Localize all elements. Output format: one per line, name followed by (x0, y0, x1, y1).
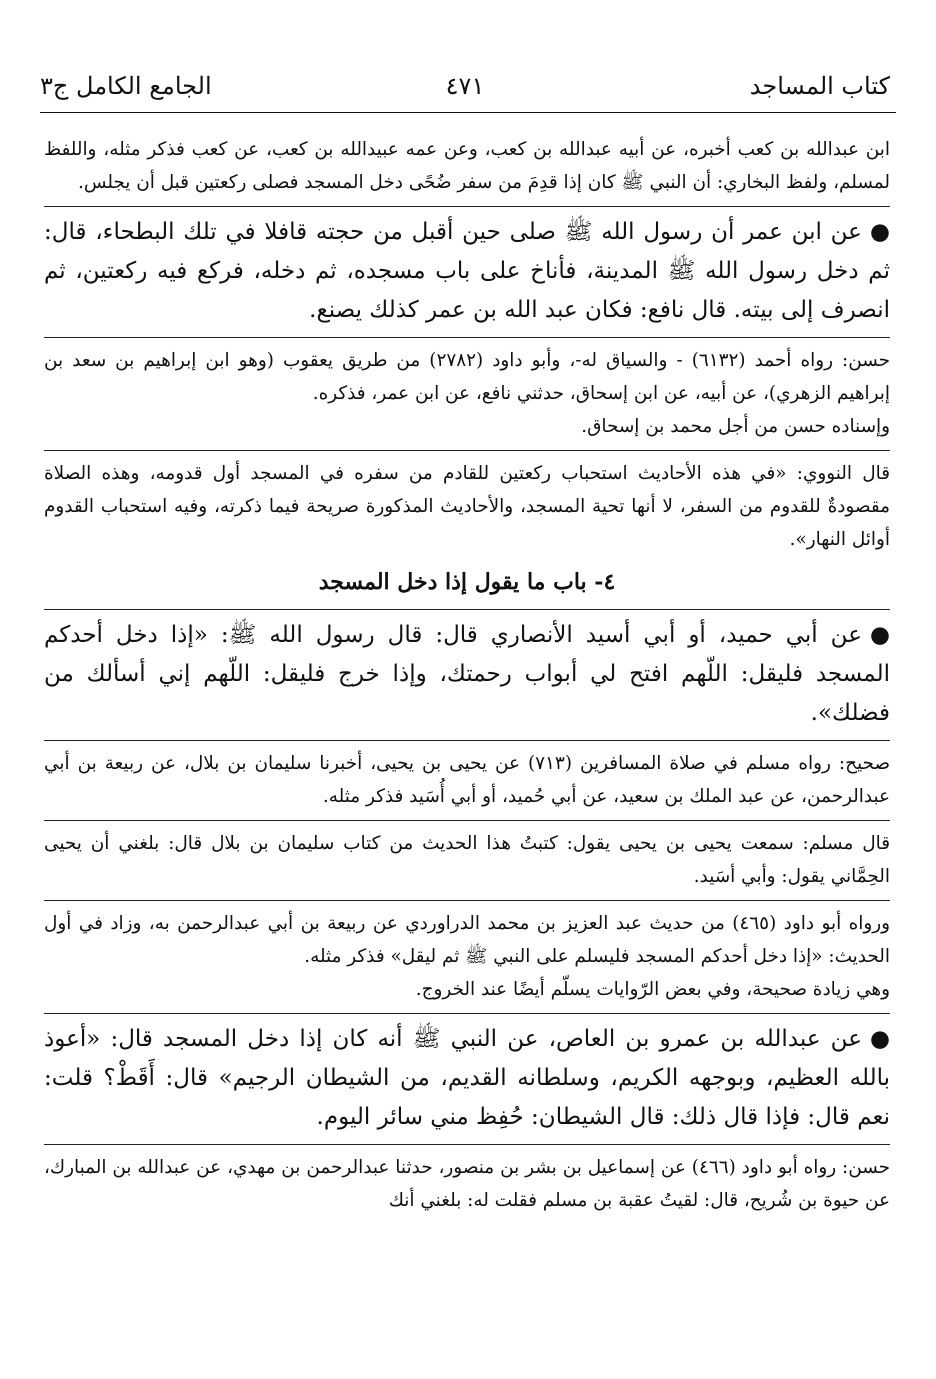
commentary-paragraph: حسن: رواه أحمد (٦١٣٢) - والسياق له-، وأبو داود (٢٧٨٢) من طريق يعقوب (وهو ابن إبراهيم بن سعد بن إبراهيم الزهري)، عن أبيه، عن ابن إسحاق، حدثني نافع، عن ابن عمر، فذكره. (44, 350, 890, 404)
hadith-paragraph (44, 1020, 890, 1137)
section-divider (44, 1144, 890, 1145)
page-number: ٤٧١ (445, 72, 485, 100)
commentary-paragraph: وهي زيادة صحيحة، وفي بعض الرّوايات يسلّم أيضًا عند الخروج. (415, 979, 890, 1000)
page-body (44, 133, 890, 1217)
running-header (40, 66, 890, 106)
hadith-paragraph (44, 213, 890, 330)
section-divider (44, 1013, 890, 1014)
book-section-title: كتاب المساجد (749, 72, 890, 100)
section-divider (44, 609, 890, 610)
section-divider (44, 206, 890, 207)
hadith-text: عن أبي حميد، أو أبي أسيد الأنصاري قال: قال رسول الله ﷺ: «إذا دخل أحدكم المسجد فليقل: اللّهم افتح لي أبواب رحمتك، وإذا خرج فليقل: اللّهم إني أسألك من فضلك». (44, 622, 890, 726)
commentary-paragraph: وإسناده حسن من أجل محمد بن إسحاق. (581, 416, 890, 437)
section-divider (44, 820, 890, 821)
commentary-paragraph: ورواه أبو داود (٤٦٥) من حديث عبد العزيز بن محمد الدراوردي عن ربيعة بن أبي عبدالرحمن به، وزاد في أول الحديث: «إذا دخل أحدكم المسجد فليسلم على النبي ﷺ ثم ليقل» فذكر مثله. (44, 913, 890, 967)
section-divider (44, 337, 890, 338)
bullet-dot-icon: ● (869, 622, 890, 648)
section-divider (44, 740, 890, 741)
chapter-heading: ٤- باب ما يقول إذا دخل المسجد (318, 569, 616, 595)
commentary-paragraph: قال النووي: «في هذه الأحاديث استحباب ركعتين للقادم من سفره في المسجد أول قدومه، وهذه الصلاة مقصودةٌ للقدوم من السفر، لا أنها تحية المسجد، والأحاديث المذكورة صريحة فيما ذكرته، وفيه استحباب القدوم أوائل النهار». (44, 463, 890, 550)
commentary-paragraph: صحيح: رواه مسلم في صلاة المسافرين (٧١٣) عن يحيى بن يحيى، أخبرنا سليمان بن بلال، عن ربيعة بن أبي عبدالرحمن، عن عبد الملك بن سعيد، عن أبي حُميد، أو أبي أُسَيد فذكر مثله. (44, 753, 890, 807)
hadith-text: عن عبدالله بن عمرو بن العاص، عن النبي ﷺ أنه كان إذا دخل المسجد قال: «أعوذ بالله العظيم، وبوجهه الكريم، وسلطانه القديم، من الشيطان الرجيم» قال: أَقَطْ؟ قلت: نعم قال: فإذا قال ذلك: قال الشيطان: حُفِظ مني سائر اليوم. (44, 1026, 890, 1130)
commentary-paragraph: ابن عبدالله بن كعب أخبره، عن أبيه عبدالله بن كعب، وعن عمه عبيدالله بن كعب، عن كعب فذكر مثله، واللفظ لمسلم، ولفظ البخاري: أن النبي ﷺ كان إذا قدِمَ من سفر ضُحًى دخل المسجد فصلى ركعتين قبل أن يجلس. (44, 139, 890, 193)
section-divider (44, 450, 890, 451)
hadith-paragraph (44, 616, 890, 733)
book-title: الجامع الكامل ج٣ (40, 72, 212, 100)
commentary-paragraph: حسن: رواه أبو داود (٤٦٦) عن إسماعيل بن بشر بن منصور، حدثنا عبدالرحمن بن مهدي، عن عبدالله بن المبارك، عن حيوة بن شُريح، قال: لقيتُ عقبة بن مسلم فقلت له: بلغني أنك (44, 1157, 890, 1211)
header-rule (40, 112, 896, 113)
hadith-text: عن ابن عمر أن رسول الله ﷺ صلى حين أقبل من حجته قافلا في تلك البطحاء، قال: ثم دخل رسول الله ﷺ المدينة، فأناخ على باب مسجده، ثم دخله، فركع فيه ركعتين، ثم انصرف إلى بيته. قال نافع: فكان عبد الله بن عمر كذلك يصنع. (44, 219, 890, 323)
commentary-paragraph: قال مسلم: سمعت يحيى بن يحيى يقول: كتبتُ هذا الحديث من كتاب سليمان بن بلال قال: بلغني أن يحيى الحِمَّاني يقول: وأبي أسَيد. (44, 833, 890, 887)
bullet-dot-icon: ● (869, 219, 890, 245)
section-divider (44, 900, 890, 901)
bullet-dot-icon: ● (869, 1026, 890, 1052)
